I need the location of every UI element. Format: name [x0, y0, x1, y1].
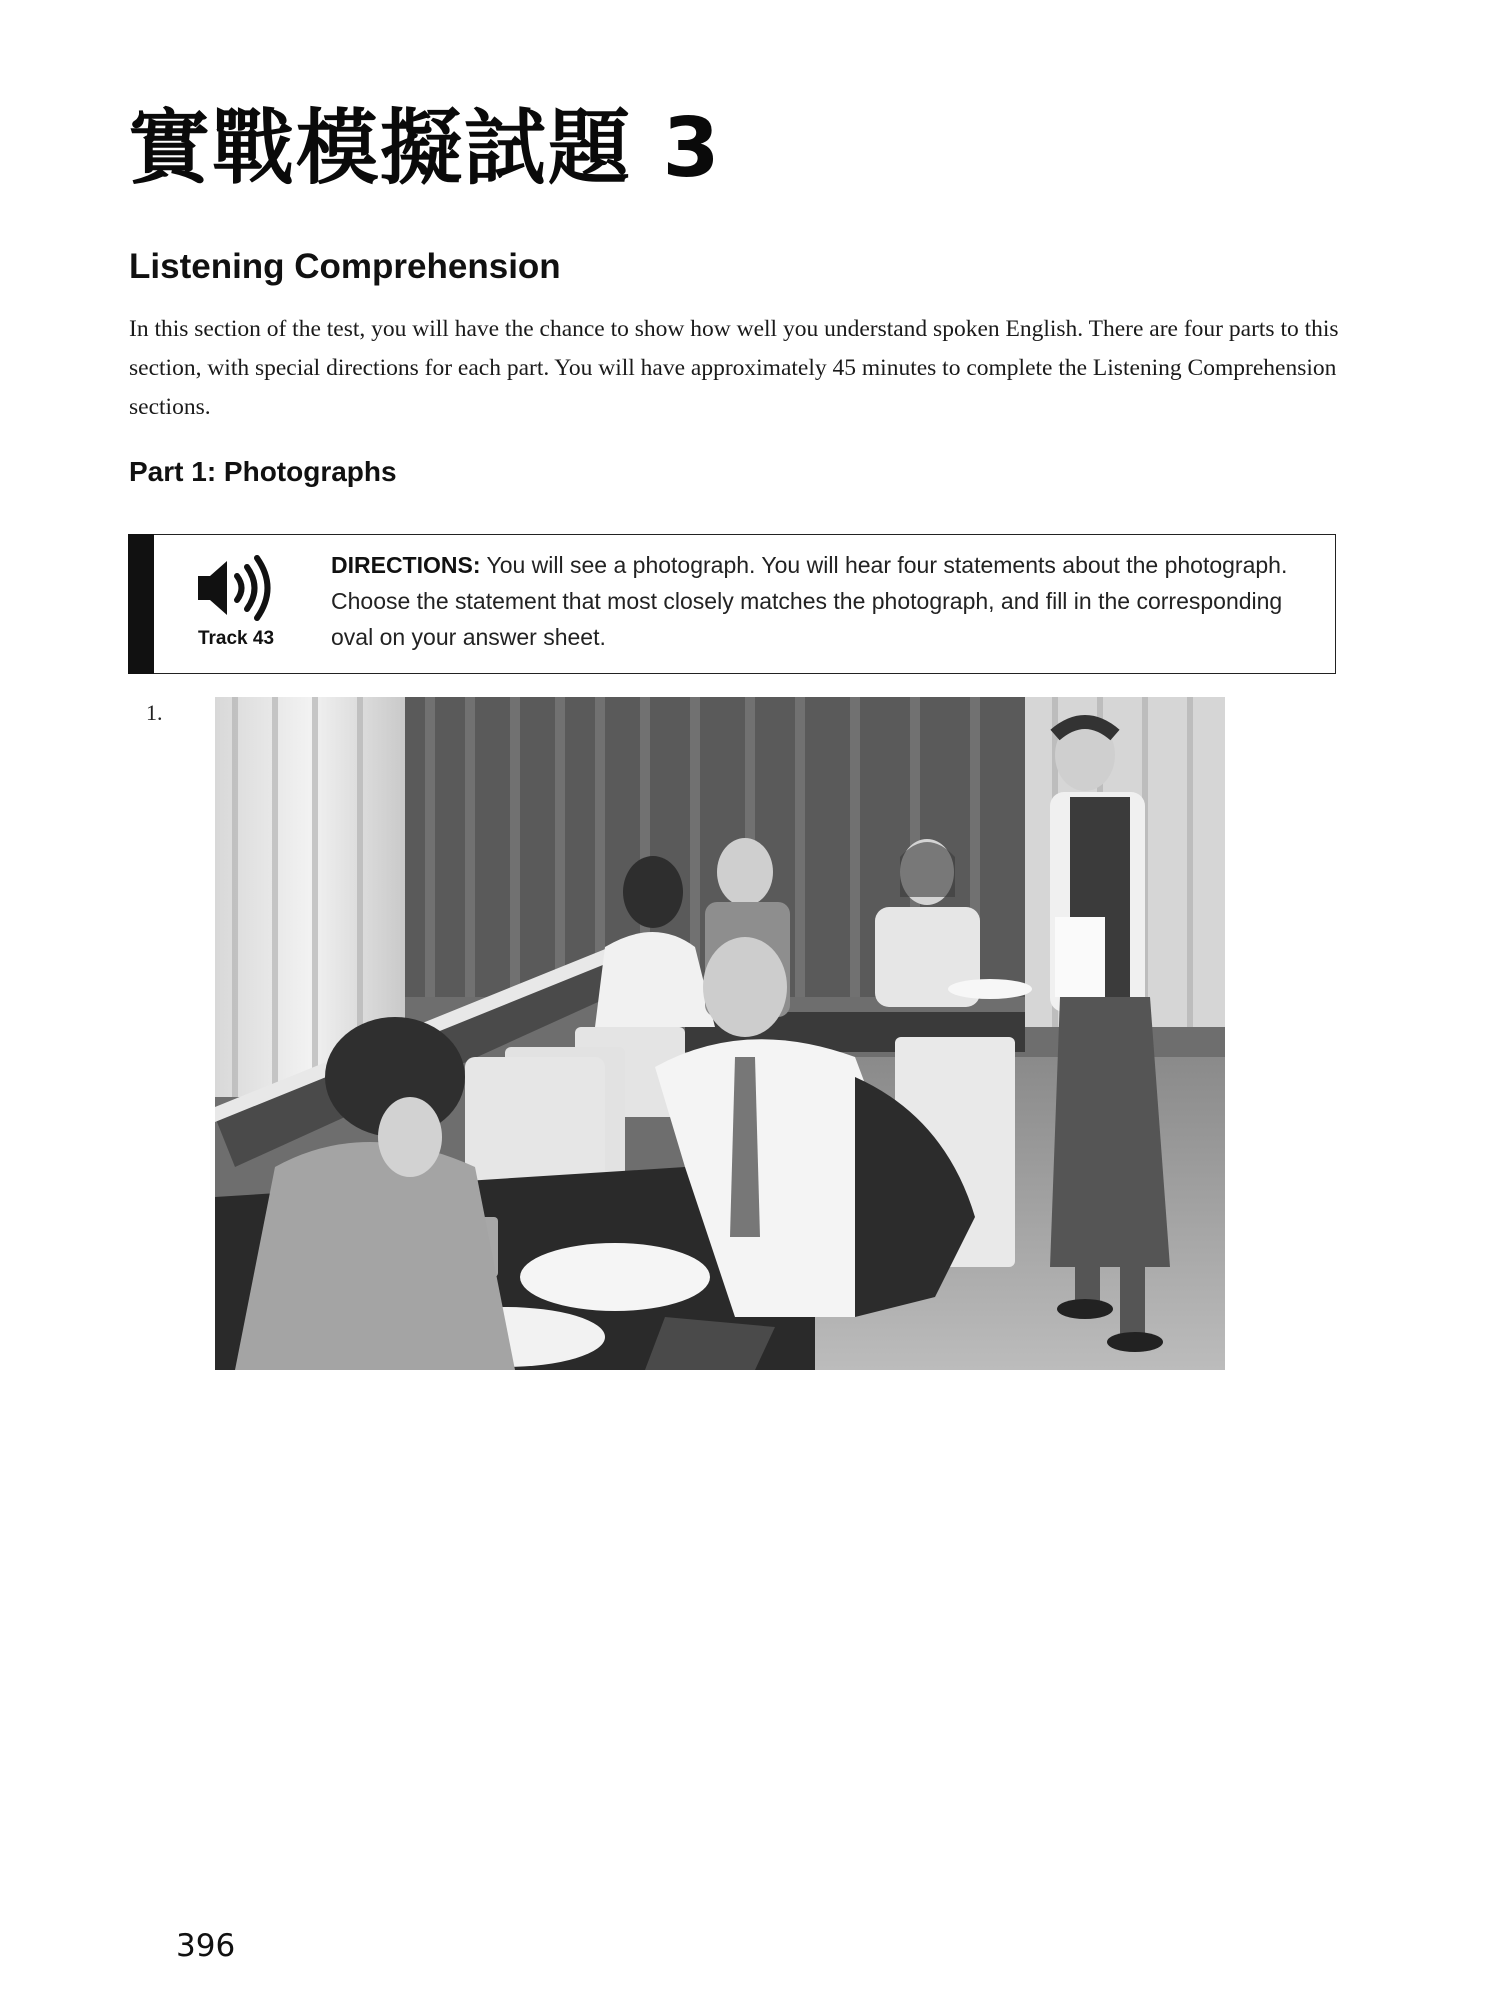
restaurant-photo	[215, 697, 1225, 1370]
directions-body: You will see a photograph. You will hear four statements about the photograph. Choose the statement that most closely matches the photograph, and fill in the corresponding oval on your answer sheet.	[331, 552, 1288, 650]
question-photo	[215, 697, 1225, 1370]
intro-paragraph: In this section of the test, you will have the chance to show how well you understand spoken English. There are four parts to this section, with special directions for each part. You will have approximately 45 minutes to complete the Listening Comprehension sections.	[129, 316, 1339, 420]
question-number: 1.	[146, 700, 163, 725]
directions-label: DIRECTIONS:	[331, 552, 481, 578]
directions-accent-bar	[128, 534, 154, 674]
track-label: Track 43	[197, 628, 275, 649]
speaker-icon	[194, 551, 278, 625]
audio-track[interactable]	[166, 551, 306, 663]
part-title: Part 1: Photographs	[129, 456, 397, 487]
section-title: Listening Comprehension	[129, 247, 561, 286]
directions-box	[128, 534, 1336, 674]
page-title: 實戰模擬試題 3	[128, 101, 722, 196]
directions-text	[331, 547, 1316, 655]
page-number: 396	[176, 1928, 236, 1964]
